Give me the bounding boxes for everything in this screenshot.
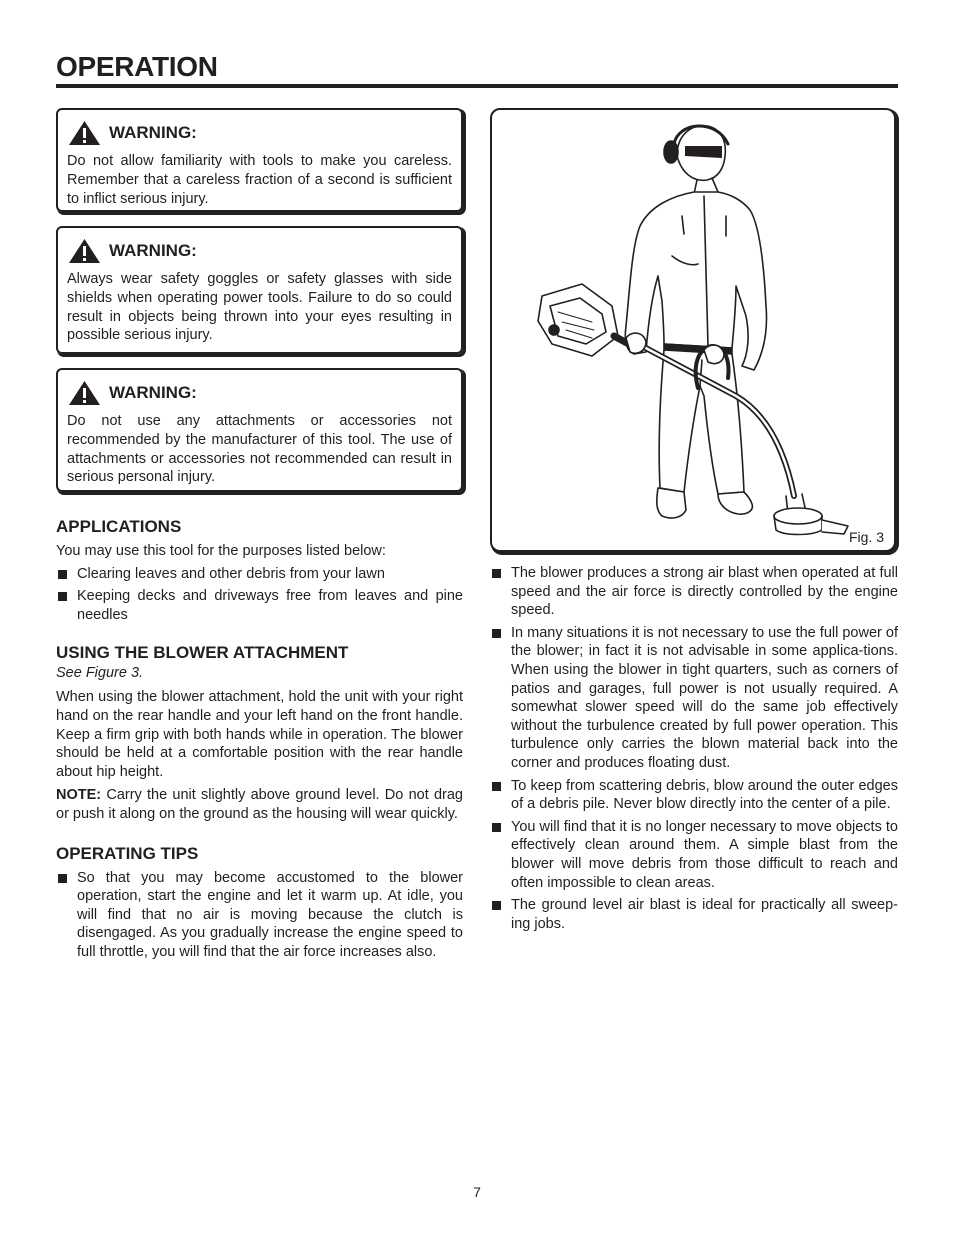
square-bullet-icon: [492, 901, 501, 910]
page-number: 7: [473, 1184, 481, 1200]
blower-paragraph: When using the blower attachment, hold the unit with your right hand on the rear handle and your left hand on the front handle. Keep a firm grip with both hands while in operation. The blower should be held at a comfortable position with the rear handle about hip height.: [56, 689, 463, 780]
list-item: To keep from scattering debris, blow around the outer edges of a debris pile. Never blow directly into the center of a pile.: [490, 777, 898, 814]
square-bullet-icon: [58, 874, 67, 883]
warning-text: Do not use any attachments or accessories not recommended by the manufacturer of this tool. The use of attachments or accessories not recommended can result in serious personal injury.: [67, 413, 452, 486]
list-item: So that you may become accustomed to the blower operation, start the engine and let it warm up. At idle, you will find that no air is moving because the clutch is disengaged. As you gradually increase the engine speed to full throttle, you will find that the air force increases also.: [56, 869, 463, 962]
list-item: The blower produces a strong air blast when operated at full speed and the air force is directly controlled by the engine speed.: [490, 564, 898, 620]
warning-triangle-icon: [68, 380, 101, 406]
square-bullet-icon: [58, 570, 67, 579]
applications-heading: APPLICATIONS: [56, 517, 182, 536]
title-rule: [56, 84, 898, 88]
square-bullet-icon: [492, 569, 501, 578]
operating-tips-heading: OPERATING TIPS: [56, 843, 199, 863]
warning-triangle-icon: [68, 120, 101, 146]
note-label: NOTE:: [56, 787, 102, 804]
operating-tips-list-left: [56, 869, 463, 962]
warning-box-2: [56, 226, 463, 354]
warning-title: WARNING:: [109, 123, 197, 142]
warning-title: WARNING:: [109, 241, 197, 260]
list-item: You will find that it is no longer necessary to move objects to effectively clean around them. A simple blast from the blower will move debris from those difficult to reach and often impossible to clean areas.: [490, 818, 898, 892]
figure-3-box: [490, 108, 896, 552]
warning-triangle-icon: [68, 238, 101, 264]
square-bullet-icon: [492, 629, 501, 638]
applications-list: [56, 565, 463, 625]
square-bullet-icon: [492, 823, 501, 832]
applications-intro: You may use this tool for the purposes listed below:: [56, 543, 386, 559]
blower-heading: USING THE BLOWER ATTACHMENT: [56, 643, 349, 663]
list-item: Clearing leaves and other debris from your lawn: [56, 565, 463, 584]
operating-tips-list-right: [490, 564, 898, 933]
operator-with-blower-illustration: [522, 116, 882, 536]
figure-label: Fig. 3: [848, 529, 884, 545]
note-text: Carry the unit slightly above ground level. Do not drag or push it along on the ground as the housing will wear quickly.: [56, 787, 463, 822]
right-column: [490, 564, 898, 937]
square-bullet-icon: [58, 592, 67, 601]
warning-text: Do not allow familiarity with tools to make you careless. Remember that a careless fraction of a second is sufficient to inflict serious injury.: [67, 153, 452, 207]
warning-box-3: [56, 368, 463, 492]
list-item: In many situations it is not necessary to use the full power of the blower; in fact it is not advisable in some applica-tions. When using the blower in tight quarters, such as corners of patios and garages, full power is not usually required. A somewhat slower speed will do the same job effectively without the turbulence created by full power operation. This turbulence only carries the blown material back into the corner and produces floating dust.: [490, 624, 898, 773]
warning-text: Always wear safety goggles or safety glasses with side shields when operating power tools. Failure to do so could result in objects being thrown into your eyes resulting in possible serious injury.: [67, 271, 452, 344]
list-item: Keeping decks and driveways free from leaves and pine needles: [56, 587, 463, 624]
list-item: The ground level air blast is ideal for practically all sweep-ing jobs.: [490, 896, 898, 933]
warning-box-1: [56, 108, 463, 212]
left-column: [56, 108, 463, 966]
blower-note: [56, 786, 463, 823]
square-bullet-icon: [492, 782, 501, 791]
warning-title: WARNING:: [109, 383, 197, 402]
see-figure-ref: See Figure 3.: [56, 665, 144, 682]
page-title: OPERATION: [56, 51, 218, 82]
